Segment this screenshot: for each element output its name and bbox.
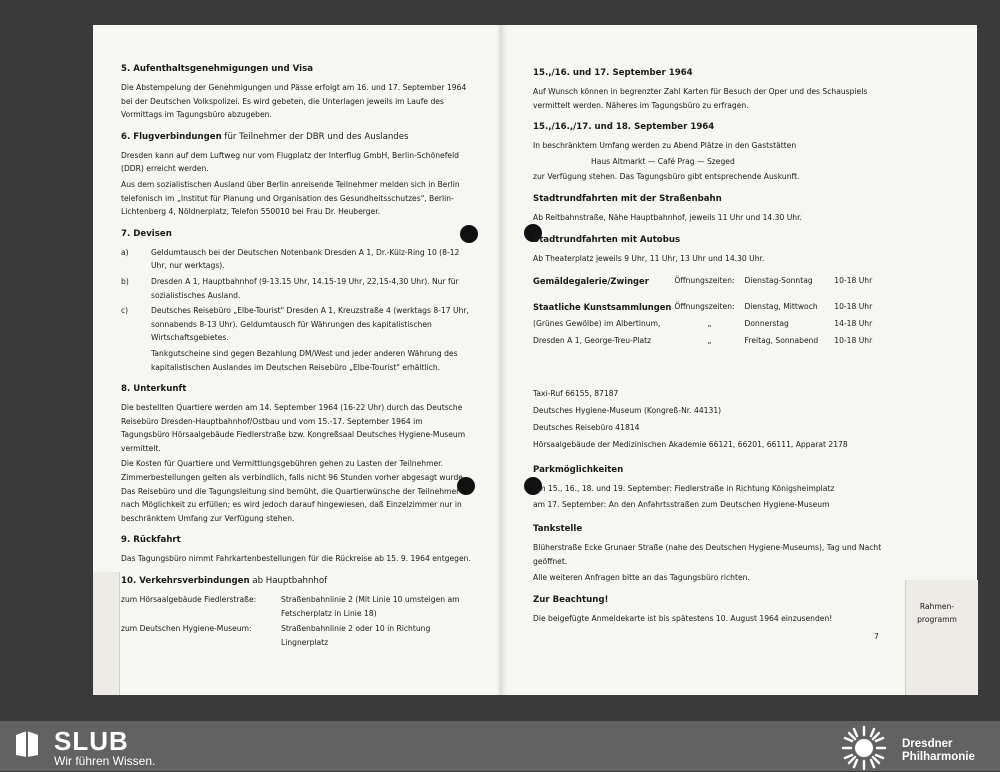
- hours-row: [533, 300, 883, 314]
- section-parking: [533, 464, 883, 511]
- section-title-rest: ab Hauptbahnhof: [249, 576, 328, 587]
- transport-route: Straßenbahnlinie 2 oder 10 in Richtung Lingnerplatz: [281, 624, 431, 647]
- section-title: Stadtrundfahrten mit der Straßenbahn: [533, 193, 722, 204]
- hours-row: [533, 274, 883, 288]
- museum-name: Staatliche Kunstsammlungen: [533, 302, 672, 313]
- paragraph: Die Kosten für Quartiere und Vermittlungsgebühren gehen zu Lasten der Teilnehmer. Zimmerbestellungen gelten als verbindlich, falls nicht 96 Stunden vorher abgesagt wurde. Das Reisebüro und die Tagungsleitung sind bemüht, die Quartierwünsche der Teilnehmer nach Möglichkeit zu erfüllen; es wird jedoch darauf hingewiesen, daß Einzelzimmer nur in beschränktem Umfang zur Verfügung stehen.: [121, 459, 466, 523]
- hours-days: Dienstag-Sonntag: [744, 276, 813, 286]
- section-title-bold: 6. Flugverbindungen: [121, 131, 222, 142]
- list-label: b): [121, 276, 129, 286]
- museum-name: Gemäldegalerie/Zwinger: [533, 276, 649, 287]
- section-title: 5. Aufenthaltsgenehmigungen und Visa: [121, 64, 314, 74]
- section-title: [121, 131, 471, 144]
- section-visa: [121, 63, 471, 122]
- list-text: Dresden A 1, Hauptbahnhof (9-13.15 Uhr, 14.15-19 Uhr, 22,15-4,30 Uhr). Nur für sozialistisches Ausland.: [151, 276, 459, 300]
- paragraph: Die Abstempelung der Genehmigungen und Pässe erfolgt am 16. und 17. September 1964 bei der Deutschen Volkspolizei. Es wird gebeten, die Unterlagen jeweils im Laufe des Vormittags im Tagungsbüro abzugeben.: [121, 83, 467, 120]
- section-currency: [121, 228, 471, 374]
- hours-label: Öffnungszeiten:: [674, 276, 735, 286]
- tram-tour: [533, 193, 883, 225]
- paragraph: In beschränktem Umfang werden zu Abend Plätze in den Gaststätten: [533, 141, 797, 151]
- section-notice: [533, 594, 883, 626]
- hours-days: Donnerstag: [744, 319, 789, 329]
- section-transport: [121, 575, 471, 649]
- list-label: c): [121, 306, 129, 316]
- section-title-rest: für Teilnehmer der DBR und des Auslandes: [221, 131, 409, 142]
- bus-tour: [533, 234, 883, 266]
- paragraph: Dresden kann auf dem Luftweg nur vom Flugplatz der Interflug GmbH, Berlin-Schönefeld (DDR) erreicht werden.: [121, 150, 460, 174]
- list-item: [121, 275, 471, 302]
- paragraph: Aus dem sozialistischen Ausland über Berlin anreisende Teilnehmer melden sich in Berlin telefonisch im „Institut für Planung und Organisation des Gesundheitsschutzes", Berlin-Lichtenberg 4, Nöldnerplatz, Telefon 550010 bei Frau Dr. Heuberger.: [121, 179, 460, 217]
- hours-time: 14-18 Uhr: [834, 319, 873, 329]
- section-title: [121, 575, 471, 588]
- hours-row: [533, 334, 883, 348]
- museum-location: Dresden A 1, George-Treu-Platz: [533, 336, 652, 346]
- hours-time: 10-18 Uhr: [834, 336, 873, 346]
- philharmonie-logo-icon: [840, 724, 888, 772]
- event-opera: [533, 67, 883, 112]
- slub-brand[interactable]: SLUB: [54, 726, 129, 756]
- paragraph: zur Verfügung stehen. Das Tagungsbüro gibt entsprechende Auskunft.: [533, 172, 800, 182]
- ditto-mark: „: [707, 336, 712, 346]
- list-item: [121, 246, 471, 273]
- section-title: Stadtrundfahrten mit Autobus: [533, 234, 681, 245]
- transport-row: [121, 593, 471, 620]
- museum-location: (Grünes Gewölbe) im Albertinum,: [533, 319, 661, 329]
- paragraph: Alle weiteren Anfragen bitte an das Tagungsbüro richten.: [533, 572, 750, 582]
- section-title: 15.,/16. und 17. September 1964: [533, 68, 693, 78]
- margin-label: Rahmen- programm: [917, 602, 957, 624]
- slub-logo-icon: [12, 729, 42, 759]
- paragraph: Das Tagungsbüro nimmt Fahrkartenbestellungen für die Rückreise ab 15. 9. 1964 entgegen.: [121, 554, 471, 564]
- hours-row: [533, 317, 883, 331]
- paragraph: Ab Theaterplatz jeweils 9 Uhr, 11 Uhr, 13 Uhr und 14.30 Uhr.: [533, 253, 765, 263]
- hours-days: Dienstag, Mittwoch: [744, 302, 818, 312]
- list-text: Geldumtausch bei der Deutschen Notenbank Dresden A 1, Dr.-Külz-Ring 10 (8-12 Uhr, nur werktags).: [151, 247, 460, 271]
- section-title: Tankstelle: [533, 524, 583, 535]
- transport-route: Straßenbahnlinie 2 (Mit Linie 10 umsteigen am Fetscherplatz in Linie 18): [281, 595, 460, 618]
- phone-line: Hörsaalgebäude der Medizinischen Akademie 66121, 66201, 66111, Apparat 2178: [533, 440, 848, 450]
- transport-row: [121, 622, 471, 649]
- philharmonie-brand[interactable]: [902, 738, 975, 764]
- event-dinner: [533, 121, 883, 184]
- philharmonie-line1: Dresdner: [902, 738, 953, 750]
- book-spine: [497, 25, 507, 695]
- page-tab-left: [93, 572, 120, 695]
- section-title: 7. Devisen: [121, 228, 172, 239]
- section-return: [121, 534, 471, 566]
- hours-days: Freitag, Sonnabend: [744, 336, 819, 346]
- paragraph: Am 15., 16., 18. und 19. September: Fiedlerstraße in Richtung Königsheimplatz: [533, 484, 835, 494]
- opening-hours: [533, 274, 883, 348]
- left-page-column: [121, 63, 471, 658]
- phone-numbers: [533, 386, 883, 452]
- page-tab-right: [905, 580, 978, 695]
- phone-line: Taxi-Ruf 66155, 87187: [533, 389, 619, 399]
- paragraph: Die bestellten Quartiere werden am 14. September 1964 (16-22 Uhr) durch das Deutsche Reisebüro Dresden-Hauptbahnhof/Ostbau und vom 15.-17. September 1964 im Tagungsbüro Hörsaalgebäude Fiedlerstraße bzw. Kongreßsaal Deutsches Hygiene-Museum vermittelt.: [121, 403, 466, 453]
- slub-tagline: Wir führen Wissen.: [54, 754, 156, 768]
- section-title: Zur Beachtung!: [533, 595, 609, 606]
- hours-time: 10-18 Uhr: [834, 302, 873, 312]
- phone-line: Deutsches Reisebüro 41814: [533, 423, 640, 433]
- philharmonie-line2: Philharmonie: [902, 751, 975, 763]
- section-accommodation: [121, 383, 471, 525]
- section-title: 15.,/16.,/17. und 18. September 1964: [533, 122, 715, 133]
- restaurant-list: Haus Altmarkt — Café Prag — Szeged: [591, 156, 735, 166]
- ditto-mark: „: [707, 319, 712, 329]
- section-title: Parkmöglichkeiten: [533, 465, 624, 476]
- list-text: Deutsches Reisebüro „Elbe-Tourist" Dresden A 1, Kreuzstraße 4 (werktags 8-17 Uhr, sonnabends 8-13 Uhr). Geldumtausch für Währungen des kapitalistischen Wirtschaftsgebietes.: [151, 306, 469, 343]
- list-label: a): [121, 247, 129, 257]
- paragraph: Blüherstraße Ecke Grunaer Straße (nahe des Deutschen Hygiene-Museums), Tag und Nacht geöffnet.: [533, 543, 882, 566]
- paragraph: Tankgutscheine sind gegen Bezahlung DM/West und jeder anderen Währung des kapitalistischen Auslandes im Deutschen Reisebüro „Elbe-Tourist" erhältlich.: [151, 348, 458, 372]
- section-title: 8. Unterkunft: [121, 384, 187, 395]
- phone-line: Deutsches Hygiene-Museum (Kongreß-Nr. 44131): [533, 406, 722, 416]
- section-flights: [121, 131, 471, 219]
- hours-time: 10-18 Uhr: [834, 276, 873, 286]
- paragraph: Ab Reitbahnstraße, Nähe Hauptbahnhof, jeweils 11 Uhr und 14.30 Uhr.: [533, 212, 802, 222]
- section-title: 9. Rückfahrt: [121, 535, 181, 546]
- transport-destination: zum Hörsaalgebäude Fiedlerstraße:: [121, 595, 257, 605]
- paragraph: am 17. September: An den Anfahrtsstraßen zum Deutschen Hygiene-Museum: [533, 499, 830, 509]
- paragraph: Auf Wunsch können in begrenzter Zahl Karten für Besuch der Oper und des Schauspiels vermittelt werden. Näheres im Tagungsbüro zu erfragen.: [533, 87, 868, 110]
- page-number: 7: [874, 632, 879, 641]
- section-gas-station: [533, 523, 883, 584]
- right-page-column: [533, 67, 883, 635]
- list-item: [121, 304, 471, 345]
- transport-destination: zum Deutschen Hygiene-Museum:: [121, 624, 252, 634]
- hours-label: Öffnungszeiten:: [674, 302, 735, 312]
- paragraph: Die beigefügte Anmeldekarte ist bis spätestens 10. August 1964 einzusenden!: [533, 614, 833, 624]
- section-title-bold: 10. Verkehrsverbindungen: [121, 576, 250, 587]
